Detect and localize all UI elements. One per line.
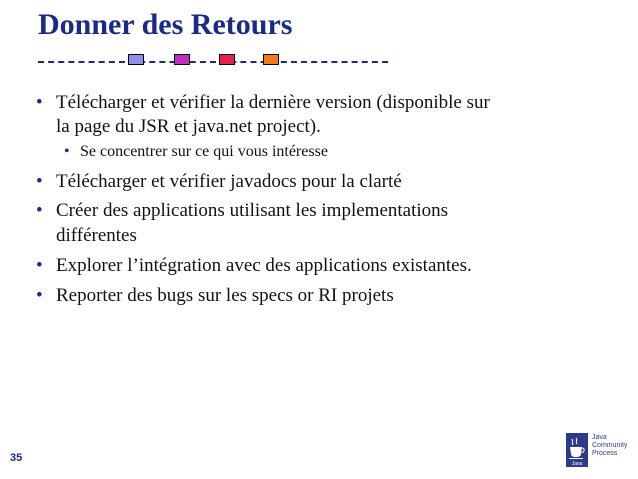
bullet-dot-icon: • xyxy=(36,171,43,192)
logo-line: Community xyxy=(592,442,628,449)
bullet-item-continuation xyxy=(56,224,137,248)
divider-marker-1 xyxy=(128,54,144,65)
bullet-item-continuation xyxy=(56,115,321,139)
bullet-item xyxy=(36,91,490,115)
java-community-process-logo xyxy=(566,433,628,469)
bullet-item xyxy=(36,254,472,278)
bullet-item xyxy=(36,199,449,223)
logo-line: Process xyxy=(592,450,618,457)
page-number: 35 xyxy=(10,452,23,464)
divider-marker-2 xyxy=(174,54,190,65)
logo-line: Java xyxy=(592,434,607,441)
bullet-dot-icon: • xyxy=(36,92,43,113)
bullet-dot-icon: • xyxy=(36,285,43,306)
sub-bullet-item xyxy=(64,142,328,162)
bullet-text: Créer des applications utilisant les implementations xyxy=(56,200,449,221)
bullet-text: Télécharger et vérifier javadocs pour la clarté xyxy=(56,171,402,192)
bullet-dot-icon: • xyxy=(64,143,70,160)
bullet-dot-icon: • xyxy=(36,200,43,221)
divider-marker-4 xyxy=(263,54,279,65)
left-margin xyxy=(0,0,26,479)
bullet-text: différentes xyxy=(56,225,137,246)
divider-marker-3 xyxy=(219,54,235,65)
bullet-text: Reporter des bugs sur les specs or RI projets xyxy=(56,285,394,306)
logo-wordmark xyxy=(592,434,627,458)
java-cup-icon xyxy=(566,433,588,467)
bullet-item xyxy=(36,170,402,194)
bullet-text: Se concentrer sur ce qui vous intéresse xyxy=(80,143,328,160)
slide-title: Donner des Retours xyxy=(38,8,293,41)
logo-mark-text: Java xyxy=(571,461,583,467)
bullet-item xyxy=(36,284,394,308)
bullet-text: Explorer l’intégration avec des applications existantes. xyxy=(56,255,472,276)
bullet-text: la page du JSR et java.net project). xyxy=(56,116,321,137)
bullet-dot-icon: • xyxy=(36,255,43,276)
title-divider xyxy=(38,61,388,63)
bullet-text: Télécharger et vérifier la dernière version (disponible sur xyxy=(56,92,490,113)
